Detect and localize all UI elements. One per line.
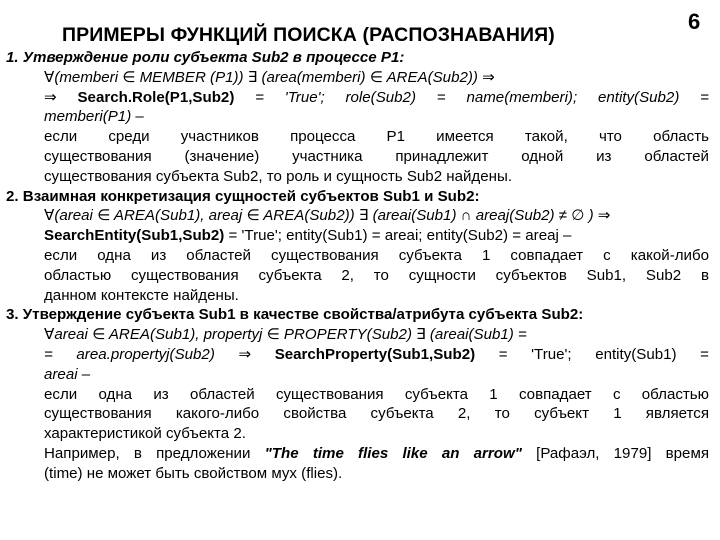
item-1-number: 1.	[6, 49, 19, 66]
item-1-formula-line-3: memberi(P1) –	[44, 108, 144, 126]
search-role-function: Search.Role(P1,Sub2)	[77, 88, 235, 106]
item-3-explanation-line-3: характеристикой субъекта 2.	[44, 425, 246, 443]
item-1-formula-line-2	[6, 88, 709, 108]
item-2-formula-line-1: ∀(areai ∈ AREA(Sub1), areaj ∈ AREA(Sub2)) ∃ (areai(Sub1) ∩ areaj(Sub2) ≠ ∅ ) ⇒	[44, 207, 611, 225]
item-2-explanation-line-2: областью существования субъекта 2, то сущности субъектов Sub1, Sub2 в	[44, 266, 709, 284]
search-property-function: SearchProperty(Sub1,Sub2)	[274, 345, 476, 363]
item-3-example-line-2: (time) не может быть свойством мух (flies).	[44, 464, 343, 482]
page-number: 6	[688, 9, 701, 34]
example-citation: [Рафаэл, 1979] время	[521, 444, 709, 462]
item-3-formula-rest: = 'True'; entity(Sub1) =	[475, 345, 709, 363]
item-2-formula-rest: = 'True'; entity(Sub1) = areai; entity(Sub2) = areaj –	[224, 227, 572, 245]
example-quote: "The time flies like an arrow"	[264, 444, 522, 462]
implies-symbol: ⇒	[44, 88, 57, 106]
item-2-explanation-line-1: если одна из областей существования субъекта 1 совпадает с какой-либо	[44, 246, 709, 264]
item-1	[6, 48, 709, 187]
item-2-formula-line-2	[6, 226, 709, 246]
item-2-explanation-line-3: данном контексте найдены.	[44, 286, 239, 304]
item-1-heading	[6, 48, 709, 68]
item-3	[6, 305, 709, 483]
content-body	[6, 48, 709, 484]
item-3-formula-line-1: ∀areai ∈ AREA(Sub1), propertyj ∈ PROPERTY(Sub2) ∃ (areai(Sub1) =	[44, 326, 527, 344]
item-2	[6, 187, 709, 306]
item-2-heading	[6, 187, 709, 207]
item-3-heading	[6, 305, 709, 325]
item-1-formula-line-1: ∀(memberi ∈ MEMBER (P1)) ∃ (area(memberi) ∈ AREA(Sub2)) ⇒	[44, 68, 495, 86]
item-1-explanation-line-1: если среди участников процесса P1 имеется такой, что область	[44, 128, 709, 146]
item-3-example-line-1	[6, 444, 709, 464]
item-2-number: 2.	[6, 187, 19, 205]
search-entity-function: SearchEntity(Sub1,Sub2)	[44, 227, 225, 245]
page-title: ПРИМЕРЫ ФУНКЦИЙ ПОИСКА (РАСПОЗНАВАНИЯ)	[62, 24, 555, 46]
item-1-formula-rest: = 'True'; role(Sub2) = name(memberi); entity(Sub2) =	[234, 88, 709, 106]
item-3-formula-line-2	[6, 345, 709, 365]
item-3-explanation-line-1: если одна из областей существования субъекта 1 совпадает с областью	[44, 385, 709, 403]
item-3-formula-line-3: areai –	[44, 365, 91, 383]
item-2-heading-text: Взаимная конкретизация сущностей субъектов Sub1 и Sub2:	[22, 187, 480, 205]
item-1-explanation-line-2: существования (значение) участника принадлежит одной из областей	[44, 147, 709, 165]
item-1-explanation-line-3: существования субъекта Sub2, то роль и сущность Sub2 найдены.	[44, 167, 513, 185]
item-3-heading-text: Утверждение субъекта Sub1 в качестве свойства/атрибута субъекта Sub2:	[22, 306, 584, 324]
item-3-number: 3.	[6, 306, 19, 324]
item-1-heading-text: Утверждение роли субъекта Sub2 в процессе P1:	[22, 49, 405, 66]
example-prefix: Например, в предложении	[44, 444, 265, 462]
item-3-formula-prefix: = area.propertyj(Sub2) ⇒	[44, 345, 275, 363]
item-3-explanation-line-2: существования какого-либо свойства субъекта 2, то субъект 1 является	[44, 405, 709, 423]
